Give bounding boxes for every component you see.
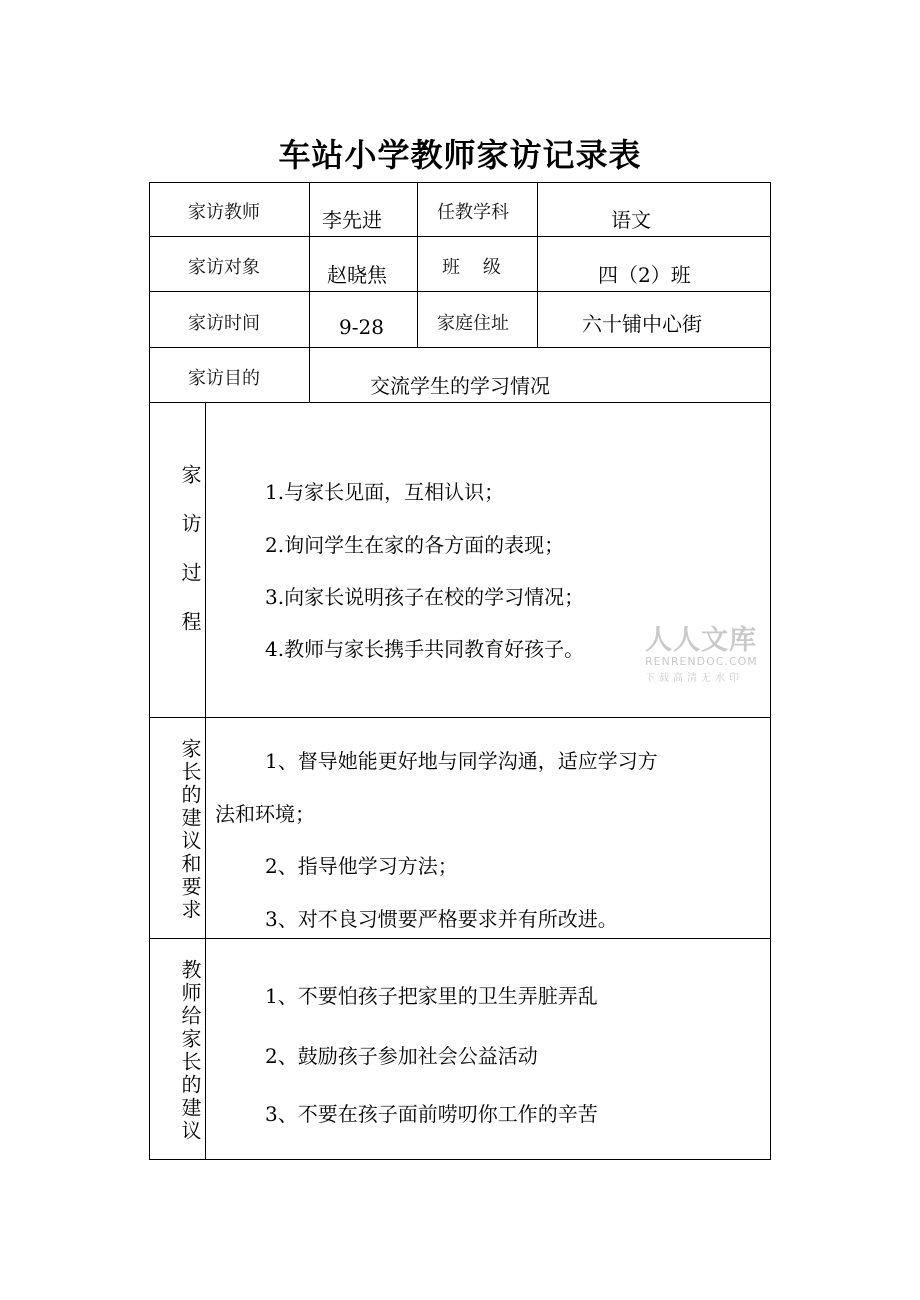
time-value: 9-28 bbox=[339, 315, 384, 339]
col-divider bbox=[537, 182, 538, 347]
watermark-logo bbox=[645, 618, 775, 684]
teacher-advice-label: 教师给家长的建议 bbox=[178, 959, 202, 1143]
col-divider bbox=[309, 182, 310, 402]
watermark-brand: 人人文库 bbox=[645, 625, 757, 656]
purpose-label: 家访目的 bbox=[188, 368, 260, 389]
address-value: 六十铺中心街 bbox=[582, 312, 702, 336]
student-label: 家访对象 bbox=[188, 257, 260, 278]
row-divider bbox=[149, 938, 771, 939]
process-item: 2.询问学生在家的各方面的表现； bbox=[265, 533, 565, 557]
teacher-advice-item: 3、不要在孩子面前唠叨你工作的辛苦 bbox=[265, 1102, 598, 1126]
parent-request-line: 1、督导她能更好地与同学沟通，适应学习方 bbox=[265, 749, 658, 773]
purpose-value: 交流学生的学习情况 bbox=[370, 374, 550, 398]
process-item: 3.向家长说明孩子在校的学习情况； bbox=[265, 585, 585, 609]
class-label: 班 级 bbox=[442, 257, 501, 278]
process-item: 1.与家长见面，互相认识； bbox=[265, 480, 505, 504]
row-divider bbox=[149, 291, 771, 292]
time-label: 家访时间 bbox=[188, 313, 260, 334]
row-divider bbox=[149, 402, 771, 403]
watermark-tagline: 下载高清无水印 bbox=[645, 673, 743, 684]
page-title: 车站小学教师家访记录表 bbox=[278, 136, 642, 174]
student-value: 赵晓焦 bbox=[327, 263, 387, 287]
teacher-advice-item: 2、鼓励孩子参加社会公益活动 bbox=[265, 1044, 538, 1068]
col-divider bbox=[205, 402, 206, 1160]
process-item: 4.教师与家长携手共同教育好孩子。 bbox=[265, 637, 585, 661]
subject-value: 语文 bbox=[611, 208, 651, 232]
teacher-value: 李先进 bbox=[322, 208, 382, 232]
col-divider bbox=[417, 182, 418, 347]
teacher-advice-item: 1、不要怕孩子把家里的卫生弄脏弄乱 bbox=[265, 984, 598, 1008]
address-label: 家庭住址 bbox=[437, 313, 509, 334]
row-divider bbox=[149, 717, 771, 718]
row-divider bbox=[149, 236, 771, 237]
parent-request-line: 3、对不良习惯要严格要求并有所改进。 bbox=[265, 907, 618, 931]
watermark-site: RENRENDOC.COM bbox=[645, 655, 758, 668]
parent-requests-label: 家长的建议和要求 bbox=[178, 738, 202, 922]
parent-request-line: 法和环境； bbox=[215, 802, 315, 826]
subject-label: 任教学科 bbox=[437, 202, 509, 223]
class-value: 四（2）班 bbox=[598, 263, 691, 287]
teacher-label: 家访教师 bbox=[188, 202, 260, 223]
process-label: 家访过程 bbox=[178, 464, 202, 660]
row-divider bbox=[149, 347, 771, 348]
parent-request-line: 2、指导他学习方法； bbox=[265, 854, 458, 878]
